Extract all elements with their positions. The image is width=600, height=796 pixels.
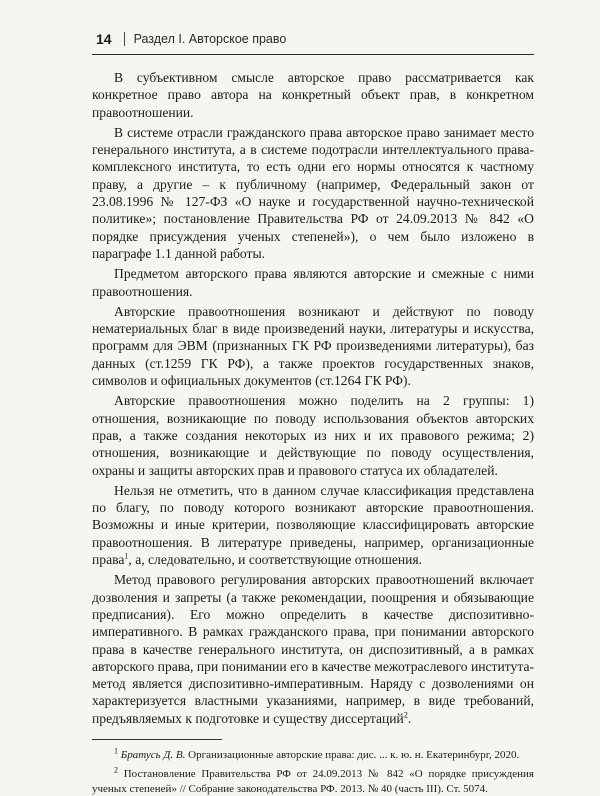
- page-header: [92, 28, 534, 55]
- paragraph: Предметом авторского права являются авторские и смежные с ними правоотношения.: [92, 266, 534, 299]
- footnote: [92, 767, 534, 796]
- footnote-text: Организационные авторские права: дис. ... к. ю. н. Екатеринбург, 2020.: [185, 748, 520, 761]
- footnote-number: 2: [114, 765, 118, 775]
- paragraph: Авторские правоотношения возникают и действуют по поводу нематериальных благ в виде произведений науки, литературы и искусства, программ для ЭВМ (признанных ГК РФ произведениями литературы), баз данных (ст.1259 ГК РФ), а также проектов государственных знаков, символов и официальных документов (ст.1264 ГК РФ).: [92, 303, 534, 389]
- paragraph: В системе отрасли гражданского права авторское право занимает место генерального института, а в системе подотрасли интеллектуального права- комплексного института, то есть одни его нормы относятся к частному праву, а другие – к публичному (например, Федеральный закон от 23.08.1996 № 127-ФЗ «О науке и государственной научно-технической политике»; постановление Правительства РФ от 24.09.2013 № 842 «О порядке присуждения ученых степеней»), о чем было изложено в параграфе 1.1 данной работы.: [92, 124, 534, 261]
- footnote-text: Постановление Правительства РФ от 24.09.2013 № 842 «О порядке присуждения ученых степеней» // Собрание законодательства РФ. 2013. № 40 (часть III). Ст. 5074.: [92, 768, 534, 795]
- footnote-number: 1: [114, 746, 118, 756]
- footnote: [92, 748, 534, 763]
- header-separator: [124, 32, 125, 46]
- footnote-ref-1[interactable]: 1: [124, 551, 129, 561]
- running-head: Раздел I. Авторское право: [133, 32, 287, 46]
- paragraph-text: , а, следовательно, и соответствующие отношения.: [128, 552, 423, 568]
- footnote-rule: [92, 739, 222, 740]
- paragraph-text: Нельзя не отметить, что в данном случае классификация представлена по благу, по поводу которого возникают авторские правоотношения. Возможны и иные критерии, позволяющие классифицировать авторские правоотношения. В литературе приведены, например, организационные права: [92, 482, 534, 568]
- paragraph: [92, 571, 534, 727]
- paragraph-text: .: [407, 710, 412, 726]
- page-number: 14: [96, 31, 112, 47]
- footnote-author: Братусь Д. В.: [120, 748, 186, 761]
- paragraph-text: Метод правового регулирования авторских правоотношений включает дозволения и запреты (а также рекомендации, поощрения и обязывающие предписания). Его можно определить в качестве диспозитивно- императивного. В рамках гражданского права, при понимании авторского права в качестве генерального института, он диспозитивный, а в рамках авторского права, при понимании его в качестве межотраслевого института- метод является диспозитивно-императивным. Наряду с дозволениями он характеризуется властными указаниями, например, в виде требований, предъявляемых к подготовке и существу диссертаций: [92, 572, 534, 726]
- footnote-ref-2[interactable]: 2: [403, 710, 408, 720]
- paragraph: [92, 482, 534, 568]
- paragraph: Авторские правоотношения можно поделить на 2 группы: 1) отношения, возникающие по поводу использования объектов авторских прав, а также создания некоторых из них и их правового режима; 2) отношения, возникающие и действующие по поводу осуществления, охраны и защиты авторских прав и правового статуса их обладателей.: [92, 393, 534, 478]
- body-text: [92, 69, 534, 727]
- footnotes: [92, 748, 534, 796]
- paragraph: В субъективном смысле авторское право рассматривается как конкретное право автора на конкретный объект прав, в конкретном правоотношении.: [92, 70, 534, 120]
